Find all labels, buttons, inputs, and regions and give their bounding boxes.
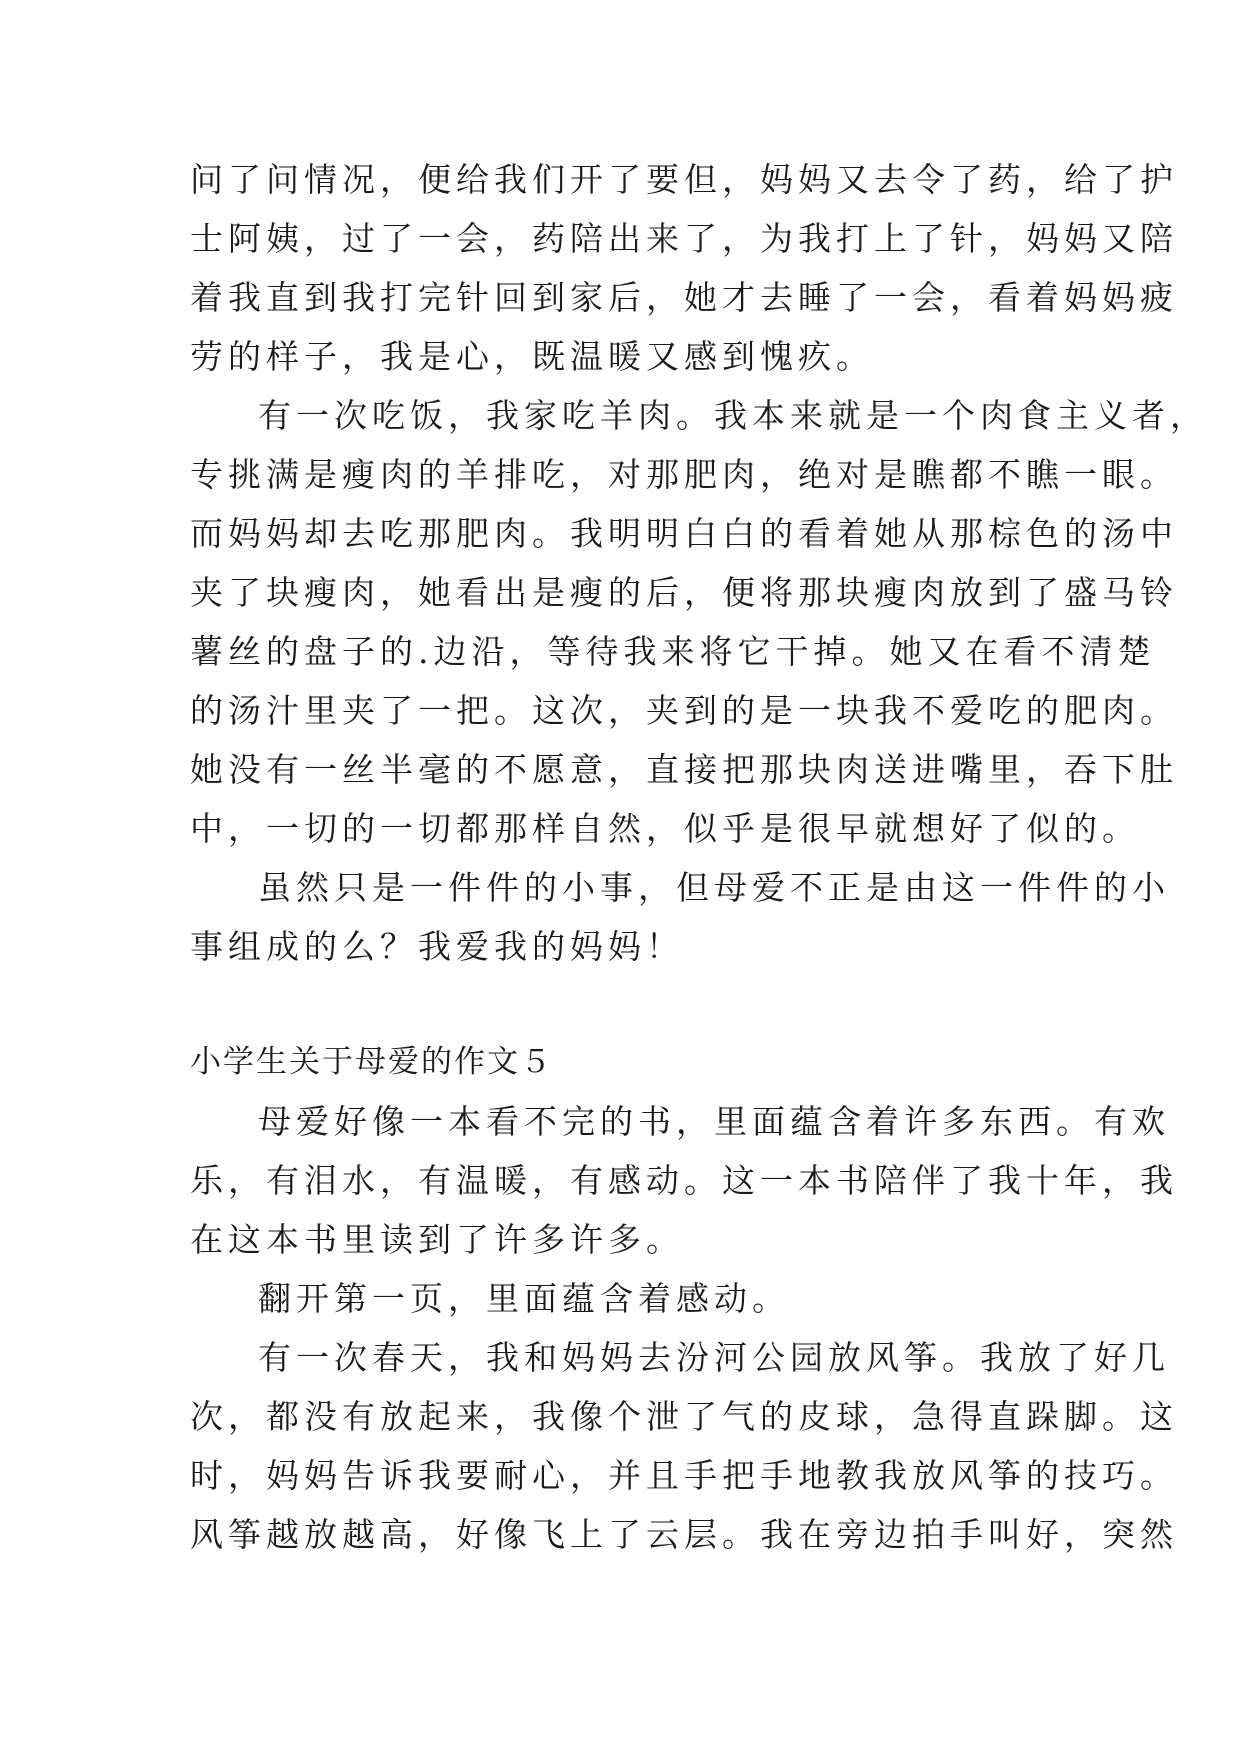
text-line: 在这本书里读到了许多许多。 [190, 1220, 684, 1259]
text-line: 乐，有泪水，有温暖，有感动。这一本书陪伴了我十年，我 [190, 1161, 1178, 1200]
text-line: 有一次吃饭，我家吃羊肉。我本来就是一个肉食主义者， [258, 396, 1208, 435]
text-line: 母爱好像一本看不完的书，里面蕴含着许多东西。有欢 [258, 1102, 1170, 1141]
text-line: 的汤汁里夹了一把。这次，夹到的是一块我不爱吃的肥肉。 [190, 691, 1178, 730]
paragraph-3 [190, 858, 1170, 976]
text-line: 专挑满是瘦肉的羊排吃，对那肥肉，绝对是瞧都不瞧一眼。 [190, 455, 1178, 494]
text-line: 着我直到我打完针回到家后，她才去睡了一会，看着妈妈疲 [190, 278, 1178, 317]
text-line: 问了问情况，便给我们开了要但，妈妈又去令了药，给了护 [190, 160, 1178, 199]
text-line: 时，妈妈告诉我要耐心，并且手把手地教我放风筝的技巧。 [190, 1456, 1178, 1495]
paragraph-2 [190, 386, 1208, 858]
paragraph-6 [190, 1328, 1178, 1564]
text-line: 劳的样子，我是心，既温暖又感到愧疚。 [190, 337, 874, 376]
text-line: 薯丝的盘子的.边沿，等待我来将它干掉。她又在看不清楚 [190, 632, 1156, 671]
paragraph-4 [190, 1092, 1178, 1269]
section-gap [190, 976, 1070, 1033]
section-heading: 小学生关于母爱的作文５ [190, 1044, 553, 1080]
paragraph-5 [190, 1269, 1070, 1328]
text-line: 虽然只是一件件的小事，但母爱不正是由这一件件的小 [258, 868, 1170, 907]
text-line: 中，一切的一切都那样自然，似乎是很早就想好了似的。 [190, 809, 1140, 848]
text-line: 士阿姨，过了一会，药陪出来了，为我打上了针，妈妈又陪 [190, 219, 1178, 258]
text-line: 而妈妈却去吃那肥肉。我明明白白的看着她从那棕色的汤中 [190, 514, 1178, 553]
text-line: 风筝越放越高，好像飞上了云层。我在旁边拍手叫好，突然 [190, 1515, 1178, 1554]
text-line: 事组成的么？我爱我的妈妈！ [190, 927, 684, 966]
text-line: 翻开第一页，里面蕴含着感动。 [258, 1279, 790, 1318]
paragraph-1 [190, 150, 1178, 386]
text-line: 次，都没有放起来，我像个泄了气的皮球，急得直跺脚。这 [190, 1397, 1178, 1436]
text-line: 她没有一丝半毫的不愿意，直接把那块肉送进嘴里，吞下肚 [190, 750, 1178, 789]
text-line: 有一次春天，我和妈妈去汾河公园放风筝。我放了好几 [258, 1338, 1170, 1377]
text-line: 夹了块瘦肉，她看出是瘦的后，便将那块瘦肉放到了盛马铃 [190, 573, 1178, 612]
document-page [190, 150, 1208, 1564]
